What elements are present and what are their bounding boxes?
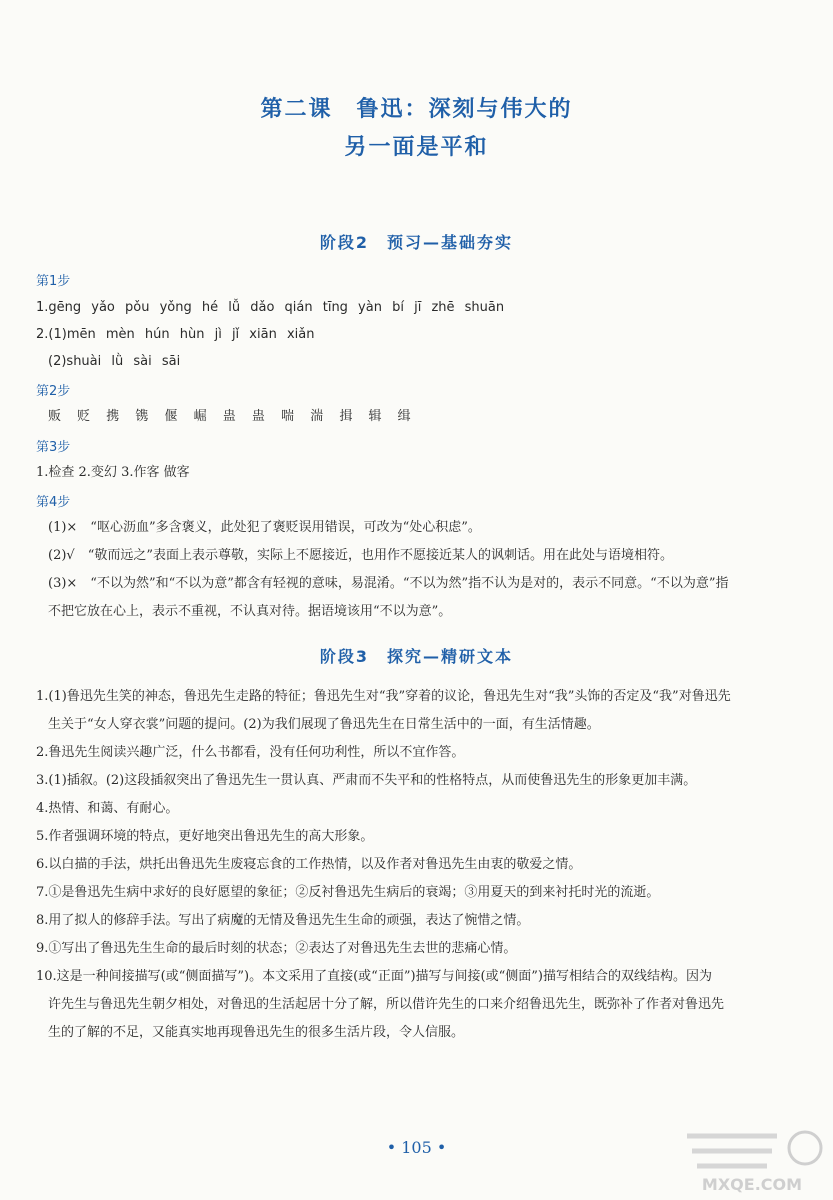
watermark-text: MXQE.COM bbox=[701, 1175, 803, 1194]
answer-line: 10.这是一种间接描写(或“侧面描写”)。本文采用了直接(或“正面”)描写与间接(或“侧面”)描写相结合的双线结构。因为 bbox=[36, 969, 712, 984]
step-3-line: 1.检查 2.变幻 3.作客 做客 bbox=[36, 465, 190, 480]
lesson-title-line-2: 另一面是平和 bbox=[344, 135, 489, 160]
answer-line: 生关于“女人穿衣裳”问题的提问。(2)为我们展现了鲁迅先生在日常生活中的一面，有生活情趣。 bbox=[48, 717, 600, 732]
answer-line: 4.热情、和蔼、有耐心。 bbox=[36, 801, 179, 816]
answer-line: 8.用了拟人的修辞手法。写出了病魔的无情及鲁迅先生生命的顽强，表达了惋惜之情。 bbox=[36, 913, 530, 928]
answer-line: 许先生与鲁迅先生朝夕相处，对鲁迅的生活起居十分了解，所以借许先生的口来介绍鲁迅先生，既弥补了作者对鲁迅先 bbox=[48, 997, 725, 1012]
lesson-title-line-1: 第二课 鲁迅：深刻与伟大的 bbox=[260, 97, 573, 122]
step-1-line-3: (2)shuài lǜ sài sāi bbox=[48, 354, 181, 369]
step-1-label: 第1步 bbox=[36, 274, 71, 289]
answer-line: 生的了解的不足，又能真实地再现鲁迅先生的很多生活片段，令人信服。 bbox=[48, 1025, 465, 1040]
answer-line: 1.(1)鲁迅先生笑的神态，鲁迅先生走路的特征；鲁迅先生对“我”穿着的议论，鲁迅先生对“我”头饰的否定及“我”对鲁迅先 bbox=[36, 689, 731, 704]
page-number: • 105 • bbox=[386, 1138, 447, 1157]
step-4-line: (1)× “呕心沥血”多含褒义，此处犯了褒贬误用错误，可改为“处心积虑”。 bbox=[48, 520, 481, 535]
answer-line: 5.作者强调环境的特点，更好地突出鲁迅先生的高大形象。 bbox=[36, 829, 374, 844]
step-4-label: 第4步 bbox=[36, 495, 71, 510]
answer-line: 7.①是鲁迅先生病中求好的良好愿望的象征；②反衬鲁迅先生病后的衰竭；③用夏天的到来衬托时光的流逝。 bbox=[36, 885, 660, 900]
step-1-line-1: 1.gēng yǎo pǒu yǒng hé lǚ dǎo qián tīng yàn bí jī zhē shuān bbox=[36, 300, 505, 315]
step-2-label: 第2步 bbox=[36, 384, 71, 399]
step-1-line-2: 2.(1)mēn mèn hún hùn jì jǐ xiān xiǎn bbox=[36, 327, 315, 342]
answer-line: 9.①写出了鲁迅先生生命的最后时刻的状态；②表达了对鲁迅先生去世的悲痛心情。 bbox=[36, 941, 517, 956]
answer-line: 3.(1)插叙。(2)这段插叙突出了鲁迅先生一贯认真、严肃而不失平和的性格特点，从而使鲁迅先生的形象更加丰满。 bbox=[36, 773, 697, 788]
step-4-line: 不把它放在心上，表示不重视，不认真对待。据语境该用“不以为意”。 bbox=[48, 604, 452, 619]
step-4-line: (3)× “不以为然”和“不以为意”都含有轻视的意味，易混淆。“不以为然”指不认为是对的，表示不同意。“不以为意”指 bbox=[48, 576, 729, 591]
step-3-label: 第3步 bbox=[36, 440, 71, 455]
answer-line: 2.鲁迅先生阅读兴趣广泛，什么书都看，没有任何功利性，所以不宜作答。 bbox=[36, 745, 465, 760]
stage-2-heading: 阶段2 预习—基础夯实 bbox=[319, 233, 514, 252]
step-2-line: 贩 贬 携 镌 偃 崛 蛊 蛊 喘 湍 揖 辑 缉 bbox=[48, 409, 417, 424]
step-4-line: (2)√ “敬而远之”表面上表示尊敬，实际上不愿接近，也用作不愿接近某人的讽刺话。用在此处与语境相符。 bbox=[48, 548, 673, 563]
stage-3-heading: 阶段3 探究—精研文本 bbox=[319, 647, 514, 666]
answer-line: 6.以白描的手法，烘托出鲁迅先生废寝忘食的工作热情，以及作者对鲁迅先生由衷的敬爱之情。 bbox=[36, 857, 582, 872]
watermark-logo bbox=[677, 1126, 827, 1196]
